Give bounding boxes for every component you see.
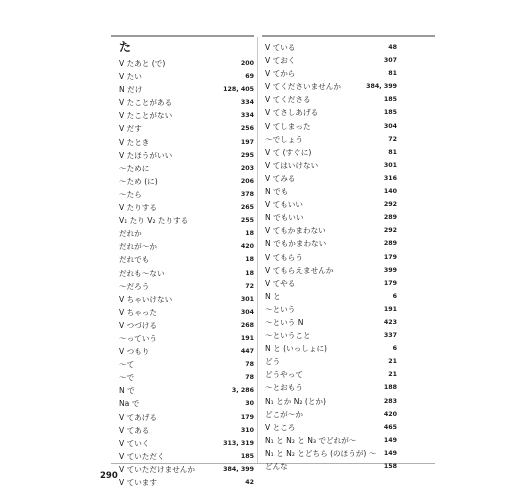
index-entry — [265, 80, 397, 93]
index-page-ref: 423 — [383, 318, 397, 326]
index-term: N₁ と N₂ と N₃ でどれが〜 — [265, 435, 357, 445]
index-page-ref: 72 — [245, 282, 254, 290]
index-term: V たりする — [119, 203, 157, 213]
index-term: V てもいい — [265, 200, 303, 210]
index-entry — [119, 476, 254, 489]
index-term: V つもり — [119, 347, 150, 357]
index-page-ref: 203 — [240, 164, 254, 172]
index-page-ref: 140 — [383, 188, 397, 196]
index-entry — [265, 67, 397, 80]
index-entry — [119, 70, 254, 83]
index-page-ref: 81 — [388, 148, 397, 156]
index-page-ref: 301 — [240, 295, 254, 303]
index-term: V てやる — [265, 278, 296, 288]
index-term: N で — [119, 386, 135, 396]
index-entry — [119, 397, 254, 410]
index-entry — [265, 41, 397, 54]
index-entry — [265, 329, 397, 342]
index-page-ref: 337 — [383, 332, 397, 340]
index-entry — [265, 342, 397, 355]
index-page-ref: 268 — [240, 321, 254, 329]
index-entry — [119, 306, 254, 319]
index-page-ref: 197 — [240, 138, 254, 146]
index-page-ref: 179 — [383, 279, 397, 287]
index-entry — [119, 149, 254, 162]
index-entry — [265, 381, 397, 394]
index-page-ref: 179 — [240, 413, 254, 421]
index-term: V て (すぐに) — [265, 147, 312, 157]
index-term: V てさしあげる — [265, 108, 319, 118]
index-term: N₁ と N₂ とどちら (のほうが) 〜 — [265, 448, 377, 458]
index-entry — [119, 384, 254, 397]
index-page-ref: 289 — [383, 240, 397, 248]
index-page-ref: 188 — [383, 384, 397, 392]
index-term: Na で — [119, 399, 140, 409]
index-term: だれか — [119, 229, 142, 239]
index-entry — [119, 162, 254, 175]
index-entry — [265, 264, 397, 277]
index-page-ref: 384, 399 — [366, 83, 397, 91]
index-page-ref: 149 — [383, 449, 397, 457]
index-entry — [265, 434, 397, 447]
index-page-ref: 191 — [383, 305, 397, 313]
index-entry — [265, 447, 397, 460]
index-entry — [119, 319, 254, 332]
index-term: V てはいけない — [265, 160, 319, 170]
index-term: V だす — [119, 124, 142, 134]
index-term: 〜とおもう — [265, 383, 303, 393]
index-term: V てある — [119, 425, 150, 435]
index-entry — [119, 96, 254, 109]
index-page-ref: 307 — [383, 57, 397, 65]
index-entry — [265, 172, 397, 185]
index-entry — [119, 371, 254, 384]
index-page-ref: 378 — [240, 190, 254, 198]
index-term: V てあげる — [119, 412, 157, 422]
index-entry — [119, 332, 254, 345]
index-page-ref: 310 — [240, 426, 254, 434]
index-entry — [119, 214, 254, 227]
index-term: 〜でしょう — [265, 134, 303, 144]
index-page-ref: 283 — [383, 397, 397, 405]
index-page-ref: 72 — [388, 135, 397, 143]
index-entry — [119, 293, 254, 306]
index-term: 〜て — [119, 360, 135, 370]
index-term: N でも — [265, 187, 289, 197]
index-entry — [119, 188, 254, 201]
index-page-ref: 292 — [383, 201, 397, 209]
index-entry — [265, 355, 397, 368]
index-term: V たとき — [119, 137, 150, 147]
index-page-ref: 265 — [240, 204, 254, 212]
index-page-ref: 78 — [245, 361, 254, 369]
index-term: V たい — [119, 72, 142, 82]
index-entry — [265, 211, 397, 224]
index-page-ref: 256 — [240, 125, 254, 133]
index-term: V ていく — [119, 438, 150, 448]
column-divider — [257, 37, 258, 463]
index-page-ref: 78 — [245, 374, 254, 382]
index-entry — [265, 277, 397, 290]
index-entry — [265, 133, 397, 146]
index-entry — [119, 175, 254, 188]
index-page-ref: 3, 286 — [231, 387, 254, 395]
index-entry — [265, 408, 397, 421]
index-column-left — [119, 57, 254, 489]
index-page-ref: 420 — [240, 243, 254, 251]
index-term: V てくださる — [265, 95, 311, 105]
index-page-ref: 6 — [392, 345, 397, 353]
index-entry — [265, 368, 397, 381]
index-term: V てしまった — [265, 121, 311, 131]
index-page-ref: 18 — [245, 269, 254, 277]
index-term: V たほうがいい — [119, 150, 173, 160]
index-term: 〜という — [265, 304, 296, 314]
index-term: V たことがない — [119, 111, 173, 121]
index-entry — [119, 437, 254, 450]
index-term: だれが〜か — [119, 242, 157, 252]
index-page-ref: 81 — [388, 70, 397, 78]
index-entry — [265, 237, 397, 250]
index-entry — [119, 280, 254, 293]
section-heading: た — [119, 40, 132, 54]
top-rule-right — [262, 35, 435, 37]
index-entry — [265, 146, 397, 159]
index-page-ref: 301 — [383, 161, 397, 169]
index-term: どんな — [265, 462, 288, 471]
index-page-ref: 399 — [383, 266, 397, 274]
index-term: V ていただく — [119, 451, 165, 461]
index-term: どこが〜か — [265, 409, 303, 419]
index-page-ref: 69 — [245, 73, 254, 81]
index-term: V ている — [265, 43, 296, 52]
index-entry — [265, 251, 397, 264]
index-entry — [265, 106, 397, 119]
index-page-ref: 48 — [388, 44, 397, 51]
index-term: V ています — [119, 478, 157, 487]
index-entry — [265, 224, 397, 237]
index-term: 〜たら — [119, 189, 142, 199]
index-term: N と — [265, 291, 281, 301]
index-term: N₁ とか N₂ (とか) — [265, 396, 326, 406]
index-page-ref: 42 — [245, 479, 254, 486]
index-entry — [119, 83, 254, 96]
index-term: 〜ために — [119, 163, 150, 173]
index-term: N でもいい — [265, 213, 304, 223]
index-term: N でもかまわない — [265, 239, 327, 249]
index-term: V てもらえませんか — [265, 265, 334, 275]
index-page-ref: 206 — [240, 177, 254, 185]
index-term: N と (いっしょに) — [265, 344, 327, 354]
index-entry — [265, 93, 397, 106]
index-entry — [265, 316, 397, 329]
index-page-ref: 30 — [245, 400, 254, 408]
index-entry — [265, 421, 397, 434]
index-term: V ちゃった — [119, 307, 157, 317]
index-page-ref: 304 — [240, 308, 254, 316]
index-term: V たことがある — [119, 98, 173, 108]
index-entry — [119, 345, 254, 358]
index-page-ref: 313, 319 — [223, 439, 254, 447]
index-term: 〜っていう — [119, 333, 157, 343]
index-page-ref: 334 — [240, 99, 254, 107]
index-term: V てもらう — [265, 252, 303, 262]
index-page-ref: 185 — [240, 452, 254, 460]
index-term: だれでも — [119, 255, 150, 265]
index-page-ref: 191 — [240, 334, 254, 342]
index-page-ref: 316 — [383, 174, 397, 182]
index-entry — [119, 358, 254, 371]
index-entry — [119, 57, 254, 70]
index-entry — [265, 185, 397, 198]
index-term: 〜で — [119, 373, 135, 383]
index-term: だれも〜ない — [119, 268, 165, 278]
index-entry — [265, 303, 397, 316]
index-entry — [119, 267, 254, 280]
index-term: どう — [265, 357, 281, 367]
index-term: V ところ — [265, 422, 296, 432]
index-entry — [119, 227, 254, 240]
index-entry — [119, 201, 254, 214]
index-entry — [265, 460, 397, 473]
index-entry — [265, 198, 397, 211]
index-term: V てみる — [265, 173, 296, 183]
index-term: V ておく — [265, 56, 296, 66]
index-entry — [119, 240, 254, 253]
index-page-ref: 292 — [383, 227, 397, 235]
index-page-ref: 21 — [388, 371, 397, 379]
index-term: 〜だろう — [119, 281, 150, 291]
index-page-ref: 255 — [240, 217, 254, 225]
index-term: V てから — [265, 69, 296, 79]
index-page-ref: 384, 399 — [223, 465, 254, 473]
page-number: 290 — [100, 471, 118, 481]
index-page-ref: 420 — [383, 410, 397, 418]
index-term: V たあと (で) — [119, 59, 166, 68]
index-page-ref: 18 — [245, 256, 254, 264]
index-term: V てもかまわない — [265, 226, 326, 236]
index-page-ref: 158 — [383, 463, 397, 470]
index-entry — [119, 136, 254, 149]
index-entry — [119, 424, 254, 437]
index-page-ref: 21 — [388, 358, 397, 366]
index-page-ref: 447 — [240, 348, 254, 356]
index-entry — [265, 54, 397, 67]
index-page-ref: 465 — [383, 423, 397, 431]
top-rule-left — [111, 35, 254, 37]
index-page-ref: 289 — [383, 214, 397, 222]
index-page-ref: 179 — [383, 253, 397, 261]
index-term: V ちゃいけない — [119, 294, 173, 304]
index-term: 〜ため (に) — [119, 176, 158, 186]
index-page-ref: 18 — [245, 230, 254, 238]
index-entry — [265, 120, 397, 133]
index-entry — [119, 109, 254, 122]
index-column-right — [265, 41, 397, 473]
index-page-ref: 6 — [392, 292, 397, 300]
index-page-ref: 185 — [383, 96, 397, 104]
index-term: V₁ たり V₂ たりする — [119, 216, 189, 226]
index-entry — [119, 122, 254, 135]
index-term: 〜ということ — [265, 331, 311, 341]
index-page-ref: 304 — [383, 122, 397, 130]
index-entry — [265, 290, 397, 303]
index-term: N だけ — [119, 85, 143, 95]
index-term: V ていただけませんか — [119, 464, 195, 474]
index-page-ref: 295 — [240, 151, 254, 159]
index-page-ref: 334 — [240, 112, 254, 120]
index-entry — [119, 411, 254, 424]
index-entry — [265, 395, 397, 408]
index-page-ref: 149 — [383, 436, 397, 444]
index-term: V てくださいませんか — [265, 82, 341, 92]
index-term: どうやって — [265, 370, 303, 380]
index-entry — [265, 159, 397, 172]
index-term: V つづける — [119, 320, 157, 330]
index-entry — [119, 450, 254, 463]
index-page-ref: 128, 405 — [223, 86, 254, 94]
index-entry — [119, 463, 254, 476]
index-page-ref: 185 — [383, 109, 397, 117]
index-entry — [119, 253, 254, 266]
index-page-ref: 200 — [240, 60, 254, 67]
index-term: 〜という N — [265, 317, 304, 327]
